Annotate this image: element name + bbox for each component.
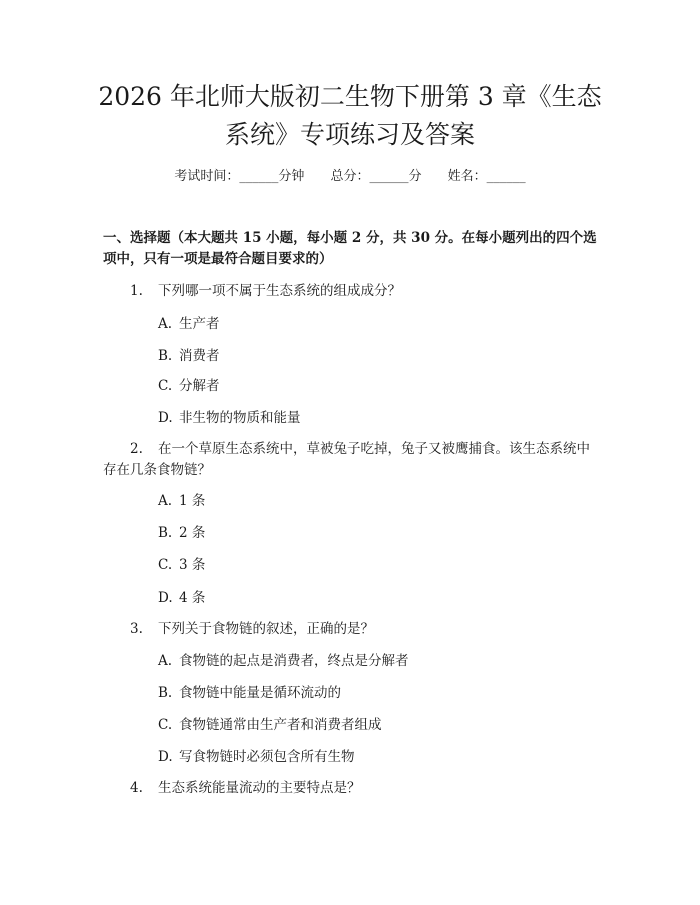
option-2a [158, 491, 205, 511]
option-2c [158, 555, 205, 575]
question-2 [103, 439, 600, 481]
option-1a [158, 314, 220, 334]
option-letter: A. [158, 653, 173, 669]
option-letter: B. [158, 348, 173, 364]
option-text: 消费者 [179, 348, 220, 364]
title-line-2: 系统》专项练习及答案 [224, 120, 475, 149]
option-text: 1 条 [179, 493, 206, 509]
question-1 [103, 281, 600, 302]
question-number: 3. [130, 621, 143, 637]
option-3a [158, 651, 409, 671]
question-text-line-2: 存在几条食物链？ [103, 462, 211, 478]
section-heading-line-2: 项中，只有一项是最符合题目要求的） [103, 251, 333, 267]
question-text: 下列关于食物链的叙述，正确的是？ [158, 621, 374, 637]
option-text: 分解者 [179, 378, 220, 394]
question-number: 1. [130, 283, 143, 299]
question-number: 4. [130, 780, 143, 796]
option-text: 3 条 [179, 557, 206, 573]
option-letter: B. [158, 525, 173, 541]
option-3c [158, 715, 382, 735]
option-text: 生产者 [179, 316, 220, 332]
option-letter: D. [158, 410, 173, 426]
section-heading-line-1: 一、选择题（本大题共 15 小题，每小题 2 分，共 30 分。在每小题列出的四个选 [103, 230, 597, 246]
total-score: 总分：______分 [330, 169, 422, 184]
option-text: 食物链通常由生产者和消费者组成 [179, 717, 382, 733]
question-text: 下列哪一项不属于生态系统的组成成分？ [158, 283, 401, 299]
option-text: 食物链的起点是消费者，终点是分解者 [179, 653, 409, 669]
option-letter: B. [158, 685, 173, 701]
exam-meta [0, 168, 700, 186]
question-text: 生态系统能量流动的主要特点是？ [158, 780, 361, 796]
option-text: 非生物的物质和能量 [179, 410, 301, 426]
option-letter: A. [158, 493, 173, 509]
option-3b [158, 683, 341, 703]
option-letter: C. [158, 378, 173, 394]
option-letter: C. [158, 717, 173, 733]
option-letter: D. [158, 590, 173, 606]
exam-time: 考试时间：______分钟 [174, 169, 305, 184]
option-text: 2 条 [179, 525, 206, 541]
option-text: 写食物链时必须包含所有生物 [179, 749, 355, 765]
option-letter: D. [158, 749, 173, 765]
option-1d [158, 408, 301, 428]
question-3 [103, 619, 600, 640]
question-4 [103, 778, 600, 799]
question-text-line-1: 在一个草原生态系统中，草被兔子吃掉，兔子又被鹰捕食。该生态系统中 [158, 441, 590, 457]
option-2b [158, 523, 205, 543]
student-name: 姓名：______ [447, 169, 526, 184]
option-letter: A. [158, 316, 173, 332]
question-number: 2. [130, 441, 143, 457]
option-letter: C. [158, 557, 173, 573]
title-line-1: 2026 年北师大版初二生物下册第 3 章《生态 [98, 82, 602, 111]
option-1b [158, 346, 220, 366]
option-text: 食物链中能量是循环流动的 [179, 685, 341, 701]
option-3d [158, 747, 355, 767]
option-text: 4 条 [179, 590, 206, 606]
section-heading [103, 228, 603, 270]
document-title [40, 78, 660, 154]
option-1c [158, 376, 220, 396]
option-2d [158, 588, 205, 608]
